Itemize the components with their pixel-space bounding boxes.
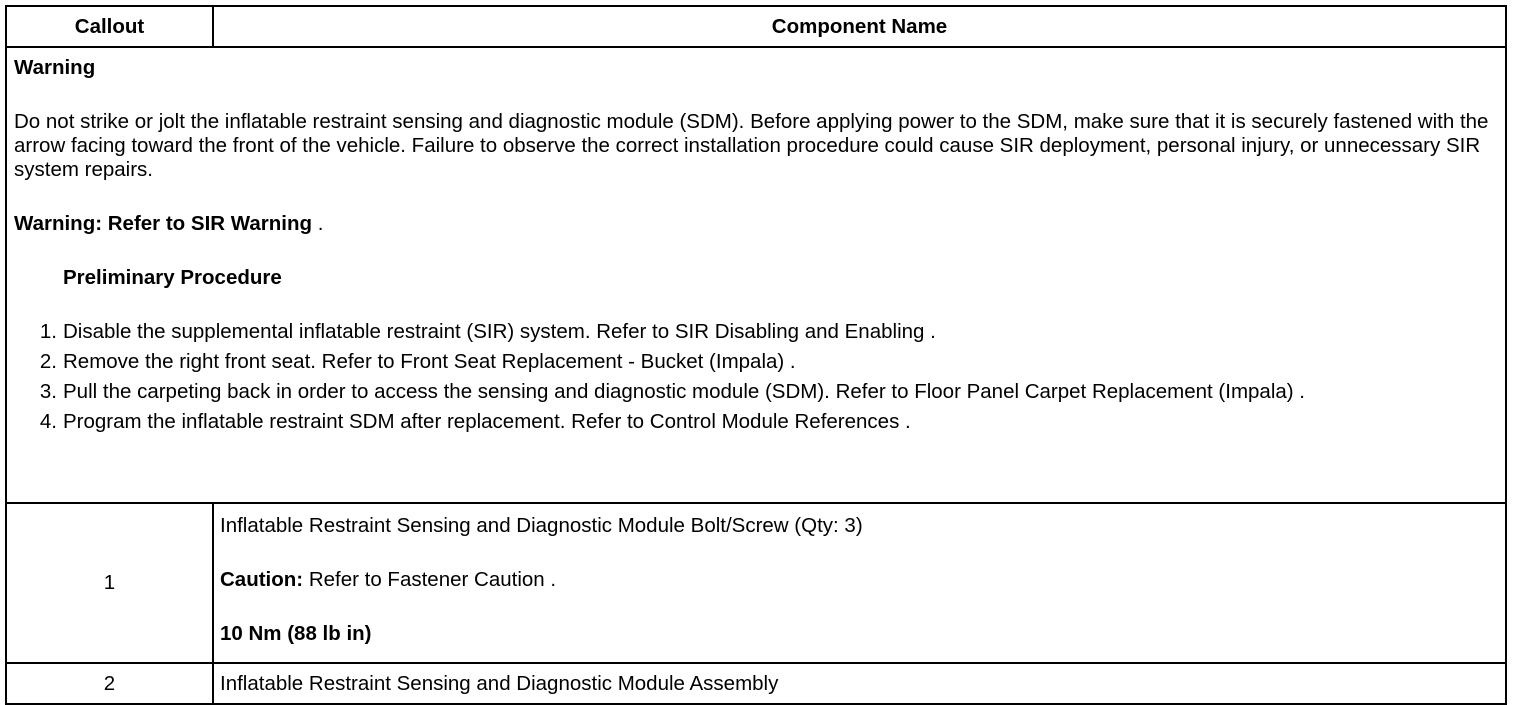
procedure-step xyxy=(14,380,1497,404)
procedure-steps xyxy=(14,320,1497,434)
caution-note xyxy=(220,568,1499,592)
caution-text: Refer to Fastener Caution . xyxy=(303,568,557,591)
warning-title: Warning xyxy=(14,56,96,79)
warning-reference-tail: . xyxy=(312,212,324,235)
warning-text: Do not strike or jolt the inflatable restraint sensing and diagnostic module (SDM). Before applying power to the SDM, make sure that it is securely fastened with the arrow facing toward the front of the vehicle. Failure to observe the correct installation procedure could cause SIR deployment, personal injury, or unnecessary SIR system repairs. xyxy=(14,110,1489,181)
component-table xyxy=(5,5,1507,705)
notes-cell xyxy=(6,47,1506,503)
torque-spec: 10 Nm (88 lb in) xyxy=(220,622,372,645)
table-row xyxy=(6,663,1506,704)
procedure-step xyxy=(14,320,1497,344)
warning-reference xyxy=(14,212,1497,236)
callout-cell: 1 xyxy=(6,503,213,663)
step-number: 2. xyxy=(39,350,57,373)
callout-cell: 2 xyxy=(6,663,213,704)
table-row xyxy=(6,503,1506,663)
step-number: 1. xyxy=(39,320,57,343)
component-name: Inflatable Restraint Sensing and Diagnostic Module Assembly xyxy=(220,671,779,695)
step-text: Pull the carpeting back in order to access the sensing and diagnostic module (SDM). Refer to Floor Panel Carpet Replacement (Impala) . xyxy=(63,380,1306,403)
procedure-step xyxy=(14,410,1497,434)
component-name: Inflatable Restraint Sensing and Diagnostic Module Bolt/Screw (Qty: 3) xyxy=(220,514,863,537)
preliminary-procedure-title: Preliminary Procedure xyxy=(63,266,282,289)
component-cell xyxy=(213,663,1506,704)
step-text: Remove the right front seat. Refer to Front Seat Replacement - Bucket (Impala) . xyxy=(63,350,796,373)
warning-reference-label: Warning: Refer to SIR Warning xyxy=(14,212,313,235)
header-row xyxy=(6,6,1506,47)
step-number: 3. xyxy=(39,380,57,403)
step-text: Disable the supplemental inflatable restraint (SIR) system. Refer to SIR Disabling and Enabling . xyxy=(63,320,936,343)
notes-row xyxy=(6,47,1506,503)
step-number: 4. xyxy=(39,410,57,433)
component-name-header: Component Name xyxy=(213,6,1506,47)
component-cell xyxy=(213,503,1506,663)
step-text: Program the inflatable restraint SDM after replacement. Refer to Control Module References . xyxy=(63,410,911,433)
caution-label: Caution: xyxy=(220,568,304,591)
procedure-step xyxy=(14,350,1497,374)
callout-header: Callout xyxy=(6,6,213,47)
